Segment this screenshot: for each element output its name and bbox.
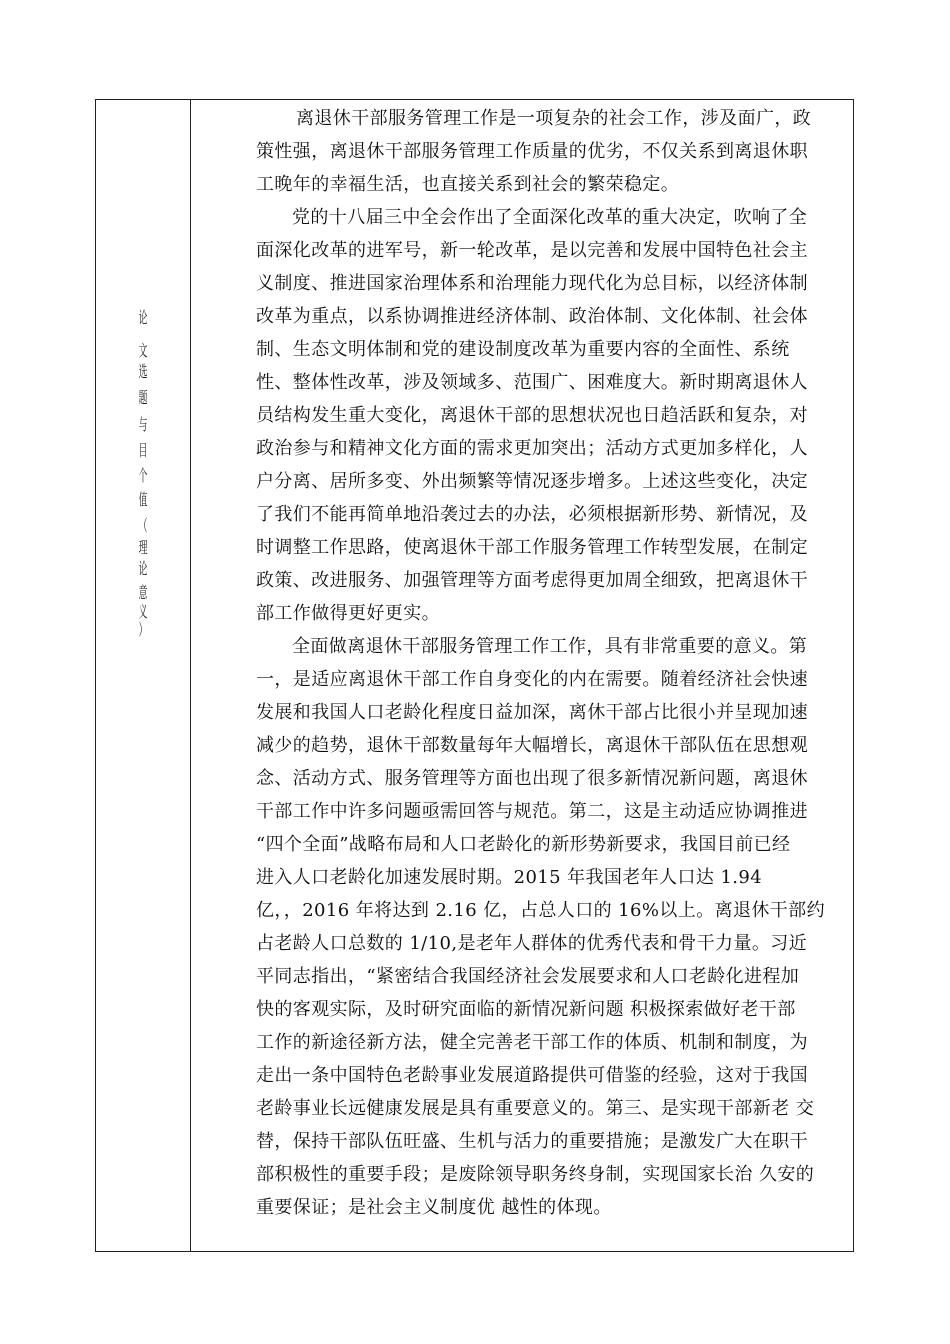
- text-line: 平同志指出，“紧密结合我国经济社会发展要求和人口老龄化进程加: [256, 966, 800, 987]
- label-char: （: [138, 516, 148, 535]
- text-line: 制、生态文明体制和党的建设制度改革为重要内容的全面性、系统: [256, 339, 790, 360]
- text-line: 时调整工作思路，使离退休干部工作服务管理工作转型发展，在制定: [256, 537, 808, 558]
- text-line: 发展和我国人口老龄化程度日益加深，离休干部占比很小并呈现加速: [256, 702, 808, 723]
- text-line: 老龄事业长远健康发展是具有重要意义的。第三、是实现干部新老 交: [256, 1098, 815, 1119]
- form-table: [95, 99, 854, 1252]
- text-line: 减少的趋势，退休干部数量每年大幅增长，离退休干部队伍在思想观: [256, 735, 808, 756]
- text-line: 性、整体性改革，涉及领域多、范围广、困难度大。新时期离退休人: [256, 372, 808, 393]
- text-line: “四个全面”战略布局和人口老龄化的新形势新要求，我国目前已经: [256, 834, 791, 855]
- text-line: 部工作做得更好更实。: [256, 603, 440, 624]
- label-char: 论: [138, 308, 148, 327]
- label-char: 与: [138, 415, 148, 434]
- label-char: 论: [138, 559, 148, 578]
- text-line: 替，保持干部队伍旺盛、生机与活力的重要措施；是激发广大在职干: [256, 1131, 808, 1152]
- label-char: 文: [138, 341, 148, 360]
- text-line: 占老龄人口总数的 1/10,是老年人群体的优秀代表和骨干力量。习近: [256, 933, 808, 954]
- text-line: 离退休干部服务管理工作是一项复杂的社会工作，涉及面广，政: [296, 108, 812, 129]
- text-line: 政治参与和精神文化方面的需求更加突出；活动方式更加多样化，人: [256, 438, 808, 459]
- label-char: 目: [138, 441, 148, 460]
- text-line: 党的十八届三中全会作出了全面深化改革的重大决定，吹响了全: [292, 207, 808, 228]
- label-char: ）: [138, 620, 148, 639]
- text-line: 一，是适应离退休干部工作自身变化的内在需要。随着经济社会快速: [256, 669, 808, 690]
- text-line: 工作的新途径新方法，健全完善老干部工作的体质、机制和制度，为: [256, 1032, 808, 1053]
- text-line: 亿，，2016 年将达到 2.16 亿，占总人口的 16%以上。离退休干部约: [256, 900, 825, 921]
- text-line: 快的客观实际，及时研究面临的新情况新问题 积极探索做好老干部: [256, 999, 796, 1020]
- text-line: 政策、改进服务、加强管理等方面考虑得更加周全细致，把离退休干: [256, 570, 808, 591]
- text-line: 了我们不能再简单地沿袭过去的办法，必须根据新形势、新情况，及: [256, 504, 808, 525]
- text-line: 念、活动方式、服务管理等方面也出现了很多新情况新问题，离退休: [256, 768, 808, 789]
- text-line: 走出一条中国特色老龄事业发展道路提供可借鉴的经验，这对于我国: [256, 1065, 808, 1086]
- text-line: 干部工作中许多问题亟需回答与规范。第二，这是主动适应协调推进: [256, 801, 808, 822]
- text-line: 改革为重点，以系协调推进经济体制、政治体制、文化体制、社会体: [256, 306, 808, 327]
- label-char: 个: [138, 466, 148, 485]
- text-line: 部积极性的重要手段；是废除领导职务终身制，实现国家长治 久安的: [256, 1164, 815, 1185]
- text-line: 面深化改革的进军号，新一轮改革，是以完善和发展中国特色社会主: [256, 240, 808, 261]
- text-line: 全面做离退休干部服务管理工作工作，具有非常重要的意义。第: [292, 636, 808, 657]
- left-label-column: [96, 100, 190, 1251]
- label-char: 意: [138, 583, 148, 602]
- text-line: 策性强，离退休干部服务管理工作质量的优劣，不仅关系到离退休职: [256, 141, 808, 162]
- text-line: 员结构发生重大变化，离退休干部的思想状况也日趋活跃和复杂，对: [256, 405, 808, 426]
- label-char: 选: [138, 362, 148, 381]
- column-divider: [190, 100, 191, 1251]
- label-char: 理: [138, 538, 148, 557]
- label-char: 题: [138, 388, 148, 407]
- text-line: 义制度、推进国家治理体系和治理能力现代化为总目标，以经济体制: [256, 273, 808, 294]
- text-line: 进入人口老龄化加速发展时期。2015 年我国老年人口达 1.94: [256, 867, 763, 888]
- text-line: 工晚年的幸福生活，也直接关系到社会的繁荣稳定。: [256, 174, 680, 195]
- text-line: 户分离、居所多变、外出频繁等情况逐步增多。上述这些变化，决定: [256, 471, 808, 492]
- label-char: 义: [138, 602, 148, 621]
- label-char: 值: [138, 490, 148, 509]
- text-line: 重要保证；是社会主义制度优 越性的体现。: [256, 1197, 612, 1218]
